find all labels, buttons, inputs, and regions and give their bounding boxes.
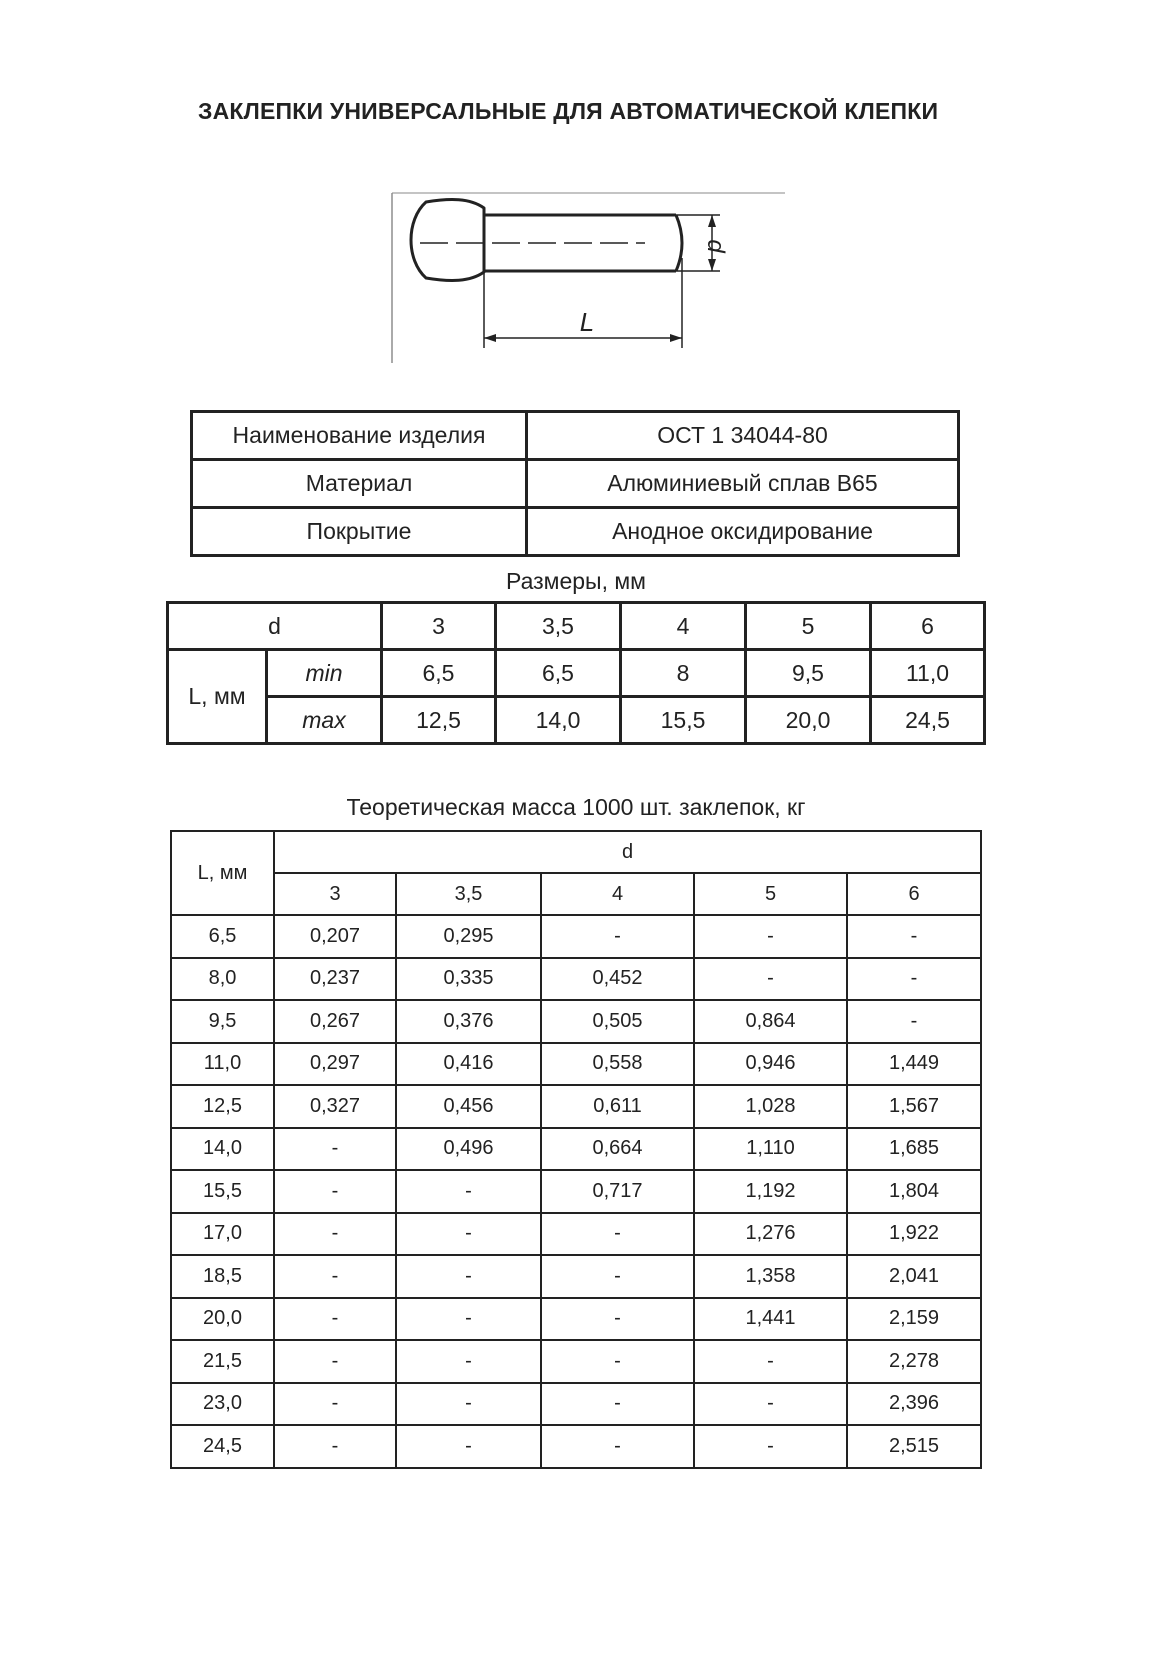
mass-cell: - [274,1383,396,1426]
mass-cell: - [274,1340,396,1383]
mass-cell: 1,804 [847,1170,981,1213]
mass-cell: - [396,1425,541,1468]
mass-L-header: L, мм [171,831,274,915]
table-row [171,1340,981,1383]
mass-cell: - [274,1255,396,1298]
mass-cell: - [396,1170,541,1213]
table-row [171,1043,981,1086]
mass-cell: 2,515 [847,1425,981,1468]
mass-L-value: 17,0 [171,1213,274,1256]
mass-cell: 2,041 [847,1255,981,1298]
rivet-head-outline [411,200,484,281]
mass-L-value: 20,0 [171,1298,274,1341]
table-row [171,1128,981,1171]
table-row [192,508,959,556]
table-row [171,831,981,873]
mass-L-value: 18,5 [171,1255,274,1298]
mass-cell: 0,327 [274,1085,396,1128]
mass-L-value: 15,5 [171,1170,274,1213]
mass-cell: - [396,1255,541,1298]
sizes-d-value: 5 [746,603,871,650]
mass-L-value: 11,0 [171,1043,274,1086]
mass-cell: 0,416 [396,1043,541,1086]
sizes-min-value: 6,5 [382,650,496,697]
mass-cell: 1,358 [694,1255,847,1298]
mass-cell: - [847,958,981,1001]
mass-cell: 1,276 [694,1213,847,1256]
table-row [168,603,985,650]
table-row [171,1298,981,1341]
L-label: L [579,307,595,337]
table-row [171,1383,981,1426]
mass-cell: 0,864 [694,1000,847,1043]
mass-cell: - [694,958,847,1001]
table-row [171,915,981,958]
mass-cell: 0,267 [274,1000,396,1043]
info-label-coating: Покрытие [192,508,527,556]
info-label-material: Материал [192,460,527,508]
mass-cell: - [541,915,694,958]
d-label: d [702,239,729,253]
mass-cell: 0,946 [694,1043,847,1086]
mass-cell: 1,922 [847,1213,981,1256]
sizes-max-value: 14,0 [496,697,621,744]
sizes-max-value: 24,5 [871,697,985,744]
mass-cell: 0,717 [541,1170,694,1213]
sizes-max-value: 12,5 [382,697,496,744]
mass-cell: 0,505 [541,1000,694,1043]
mass-cell: 1,567 [847,1085,981,1128]
rivet-shank-end [676,215,682,271]
sizes-d-value: 4 [621,603,746,650]
table-row [171,1170,981,1213]
mass-cell: 0,611 [541,1085,694,1128]
mass-cell: - [274,1213,396,1256]
mass-L-value: 14,0 [171,1128,274,1171]
mass-cell: 0,452 [541,958,694,1001]
mass-cell: - [541,1298,694,1341]
mass-cell: - [541,1340,694,1383]
sizes-min-value: 9,5 [746,650,871,697]
mass-cell: 0,376 [396,1000,541,1043]
sizes-d-header: d [168,603,382,650]
mass-table [170,830,982,1469]
mass-cell: - [541,1255,694,1298]
mass-cell: 0,237 [274,958,396,1001]
mass-cell: - [847,1000,981,1043]
mass-cell: 2,278 [847,1340,981,1383]
rivet-drawing [390,188,785,363]
mass-cell: 0,558 [541,1043,694,1086]
table-row [171,958,981,1001]
mass-cell: 1,441 [694,1298,847,1341]
mass-cell: - [694,1340,847,1383]
sizes-max-label: max [267,697,382,744]
mass-cell: - [274,1170,396,1213]
table-row [171,1255,981,1298]
sizes-L-header: L, мм [168,650,267,744]
mass-cell: 0,456 [396,1085,541,1128]
table-row [192,460,959,508]
mass-cell: 0,297 [274,1043,396,1086]
table-row [171,873,981,915]
mass-d-value: 5 [694,873,847,915]
mass-cell: 1,449 [847,1043,981,1086]
mass-cell: 1,685 [847,1128,981,1171]
mass-cell: - [541,1213,694,1256]
sizes-min-value: 11,0 [871,650,985,697]
sizes-min-label: min [267,650,382,697]
mass-cell: 2,396 [847,1383,981,1426]
mass-cell: - [694,915,847,958]
info-value-coating: Анодное оксидирование [527,508,959,556]
mass-d-value: 3 [274,873,396,915]
table-row [168,650,985,697]
mass-cell: 0,664 [541,1128,694,1171]
mass-cell: 0,496 [396,1128,541,1171]
mass-cell: - [396,1340,541,1383]
info-label-name: Наименование изделия [192,412,527,460]
mass-cell: - [396,1298,541,1341]
mass-cell: 0,335 [396,958,541,1001]
sizes-table [166,601,986,745]
mass-cell: - [396,1383,541,1426]
mass-d-value: 6 [847,873,981,915]
mass-d-header: d [274,831,981,873]
mass-cell: 1,110 [694,1128,847,1171]
sizes-max-value: 20,0 [746,697,871,744]
info-value-name: ОСТ 1 34044-80 [527,412,959,460]
table-row [192,412,959,460]
table-row [171,1425,981,1468]
mass-L-value: 8,0 [171,958,274,1001]
table-row [168,697,985,744]
mass-cell: - [847,915,981,958]
mass-caption: Теоретическая масса 1000 шт. заклепок, кг [346,794,806,820]
mass-cell: 1,028 [694,1085,847,1128]
mass-cell: - [274,1128,396,1171]
table-row [171,1000,981,1043]
mass-cell: 0,207 [274,915,396,958]
mass-L-value: 12,5 [171,1085,274,1128]
mass-L-value: 6,5 [171,915,274,958]
mass-L-value: 23,0 [171,1383,274,1426]
mass-cell: - [541,1383,694,1426]
mass-cell: - [274,1298,396,1341]
mass-cell: 0,295 [396,915,541,958]
sizes-min-value: 6,5 [496,650,621,697]
sizes-d-value: 6 [871,603,985,650]
mass-L-value: 21,5 [171,1340,274,1383]
info-value-material: Алюминиевый сплав В65 [527,460,959,508]
mass-L-value: 9,5 [171,1000,274,1043]
mass-cell: - [541,1425,694,1468]
mass-cell: - [396,1213,541,1256]
mass-cell: 2,159 [847,1298,981,1341]
sizes-min-value: 8 [621,650,746,697]
product-info-table [190,410,960,557]
sizes-d-value: 3 [382,603,496,650]
sizes-max-value: 15,5 [621,697,746,744]
mass-cell: - [694,1383,847,1426]
mass-d-value: 4 [541,873,694,915]
table-row [171,1085,981,1128]
table-row [171,1213,981,1256]
sizes-d-value: 3,5 [496,603,621,650]
mass-L-value: 24,5 [171,1425,274,1468]
mass-cell: 1,192 [694,1170,847,1213]
page-title: ЗАКЛЕПКИ УНИВЕРСАЛЬНЫЕ ДЛЯ АВТОМАТИЧЕСКОЙ КЛЕПКИ [198,98,939,124]
mass-cell: - [694,1425,847,1468]
mass-d-value: 3,5 [396,873,541,915]
mass-cell: - [274,1425,396,1468]
sizes-caption: Размеры, мм [506,568,646,594]
